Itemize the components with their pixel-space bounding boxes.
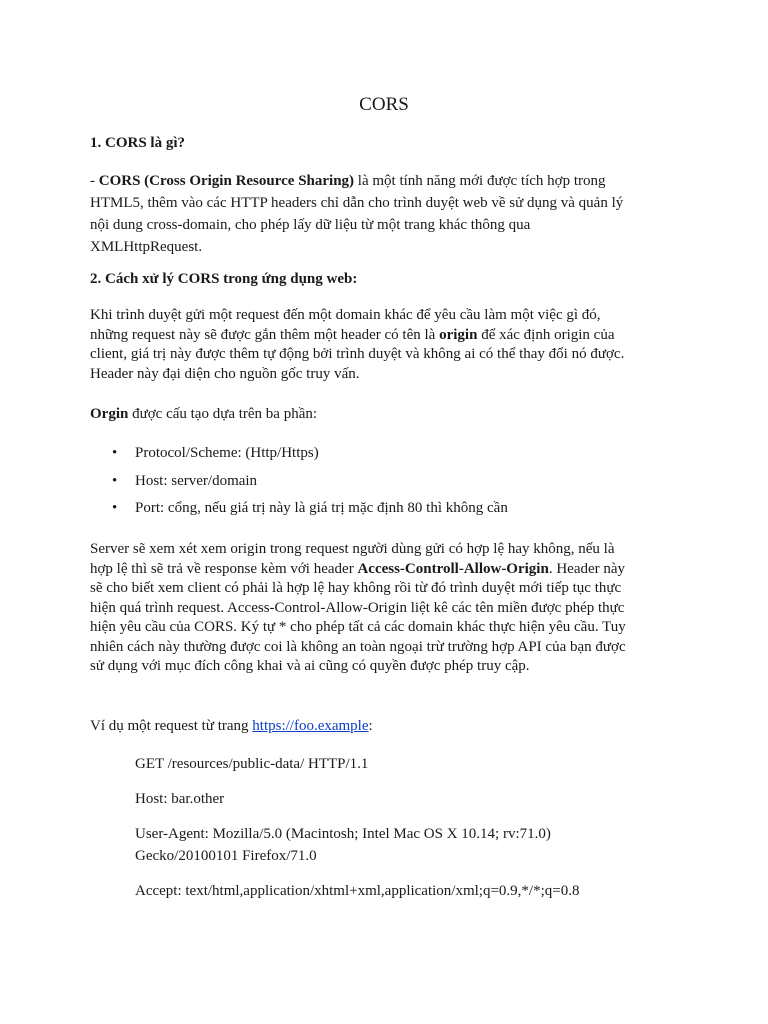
server-line5: hiện yêu cầu của CORS. Ký tự * cho phép tất cả các domain khác thực hiện yêu cầu. Tuy [90,619,626,635]
section1-line1: - CORS (Cross Origin Resource Sharing) là một tính năng mới được tích hợp trong [90,173,606,189]
origin-label: Orgin [90,406,129,422]
server-line4: hiện quá trình request. Access-Control-Allow-Origin liệt kê các tên miền được phép thực [90,599,625,616]
server-line7: sử dụng với mục đích công khai và ai cũng có quyền được phép truy cập. [90,658,530,674]
cors-term: CORS (Cross Origin Resource Sharing) [98,173,355,189]
origin-intro: Orgin được cấu tạo dựa trên ba phần: [90,406,318,422]
section2-line2: những request này sẽ được gắn thêm một header có tên là origin để xác định origin của [90,326,615,343]
header-name-term: Access-Controll-Allow-Origin [357,560,549,577]
section1-heading: 1. CORS là gì? [90,135,186,151]
user-agent-line1: User-Agent: Mozilla/5.0 (Macintosh; Intel Mac OS X 10.14; rv:71.0) [135,826,551,842]
list-item: • Protocol/Scheme: (Http/Https) [112,445,319,461]
request-line-user-agent [135,823,695,867]
list-item: • Port: cổng, nếu giá trị này là giá trị mặc định 80 thì không cần [112,500,508,516]
section2-paragraph [90,306,670,384]
server-line6: nhiên cách này thường được coi là không an toàn ngoại trừ trường hợp API của bạn được [90,638,626,655]
section1-paragraph [90,170,670,258]
example-link[interactable]: https://foo.example [252,718,369,734]
request-line-get: GET /resources/public-data/ HTTP/1.1 [135,756,369,772]
server-line2: hợp lệ thì sẽ trả về response kèm với header Access-Controll-Allow-Origin. Header này [90,560,626,577]
section2-line4: Header này đại diện cho nguồn gốc truy vấn. [90,365,360,382]
document-title: CORS [359,94,409,115]
section1-line2: HTML5, thêm vào các HTTP headers chỉ dẫn cho trình duyệt web về sử dụng và quản lý [90,195,624,211]
example-intro: Ví dụ một request từ trang https://foo.example: [90,718,373,734]
section2-heading: 2. Cách xử lý CORS trong ứng dụng web: [90,271,358,287]
request-line-host: Host: bar.other [135,791,225,807]
section2-line1: Khi trình duyệt gửi một request đến một domain khác để yêu cầu làm một việc gì đó, [90,307,601,323]
request-line-accept: Accept: text/html,application/xhtml+xml,application/xml;q=0.9,*/*;q=0.8 [135,883,580,899]
server-line3: sẽ cho biết xem client có phải là hợp lệ hay không rồi từ đó trình duyệt mới tiếp tục thực [90,580,622,596]
list-item: • Host: server/domain [112,472,258,489]
origin-term: origin [439,326,478,343]
server-line1: Server sẽ xem xét xem origin trong request người dùng gửi có hợp lệ hay không, nếu là [90,541,615,557]
section1-line3: nội dung cross-domain, cho phép lấy dữ liệu từ một trang khác thông qua [90,217,531,233]
user-agent-line2: Gecko/20100101 Firefox/71.0 [135,848,317,864]
section2-line3: client, giá trị này được thêm tự động bởi trình duyệt và không ai có thể thay đổi nó được. [90,346,625,362]
section1-line4: XMLHttpRequest. [90,239,203,255]
server-paragraph [90,540,670,677]
origin-parts-list [90,442,508,525]
